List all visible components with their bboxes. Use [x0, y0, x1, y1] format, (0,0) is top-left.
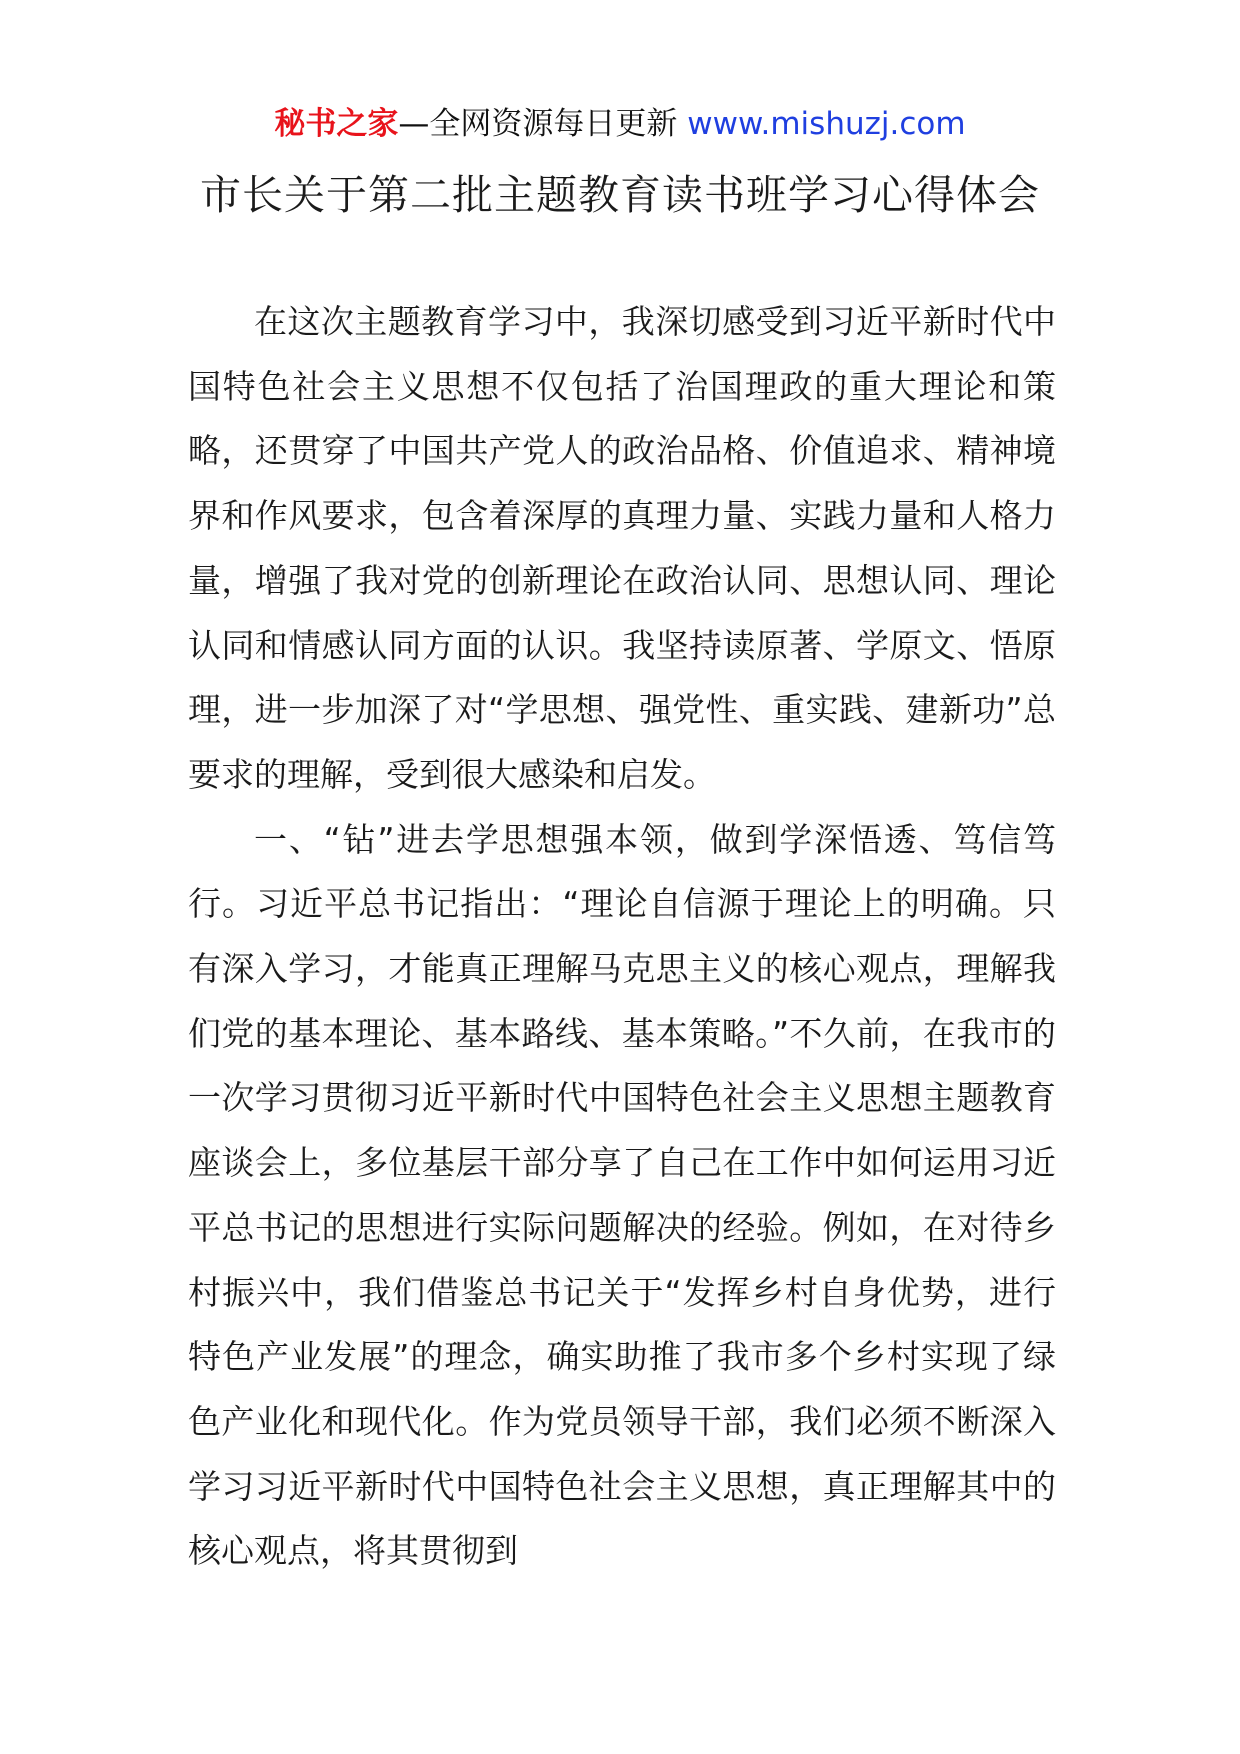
site-header [0, 102, 1240, 146]
body-paragraph-section-1: 一、“钻”进去学思想强本领，做到学深悟透、笃信笃行。习近平总书记指出：“理论自信源于理论上的明确。只有深入学习，才能真正理解马克思主义的核心观点，理解我们党的基本理论、基本路线、基本策略。”不久前，在我市的一次学习贯彻习近平新时代中国特色社会主义思想主题教育座谈会上，多位基层干部分享了自己在工作中如何运用习近平总书记的思想进行实际问题解决的经验。例如，在对待乡村振兴中，我们借鉴总书记关于“发挥乡村自身优势，进行特色产业发展”的理念，确实助推了我市多个乡村实现了绿色产业化和现代化。作为党员领导干部，我们必须不断深入学习习近平新时代中国特色社会主义思想，真正理解其中的核心观点，将其贯彻到 [188, 819, 1056, 1571]
document-body [188, 290, 1056, 1584]
body-paragraph-intro: 在这次主题教育学习中，我深切感受到习近平新时代中国特色社会主义思想不仅包括了治国理政的重大理论和策略，还贯穿了中国共产党人的政治品格、价值追求、精神境界和作风要求，包含着深厚的真理力量、实践力量和人格力量，增强了我对党的创新理论在政治认同、思想认同、理论认同和情感认同方面的认识。我坚持读原著、学原文、悟原理，进一步加深了对“学思想、强党性、重实践、建新功”总要求的理解，受到很大感染和启发。 [188, 302, 1056, 794]
site-tagline: —全网资源每日更新 [398, 106, 678, 142]
site-brand: 秘书之家 [274, 106, 399, 142]
document-title: 市长关于第二批主题教育读书班学习心得体会 [200, 171, 1040, 219]
site-url-link[interactable]: www.mishuzj.com [687, 106, 966, 142]
